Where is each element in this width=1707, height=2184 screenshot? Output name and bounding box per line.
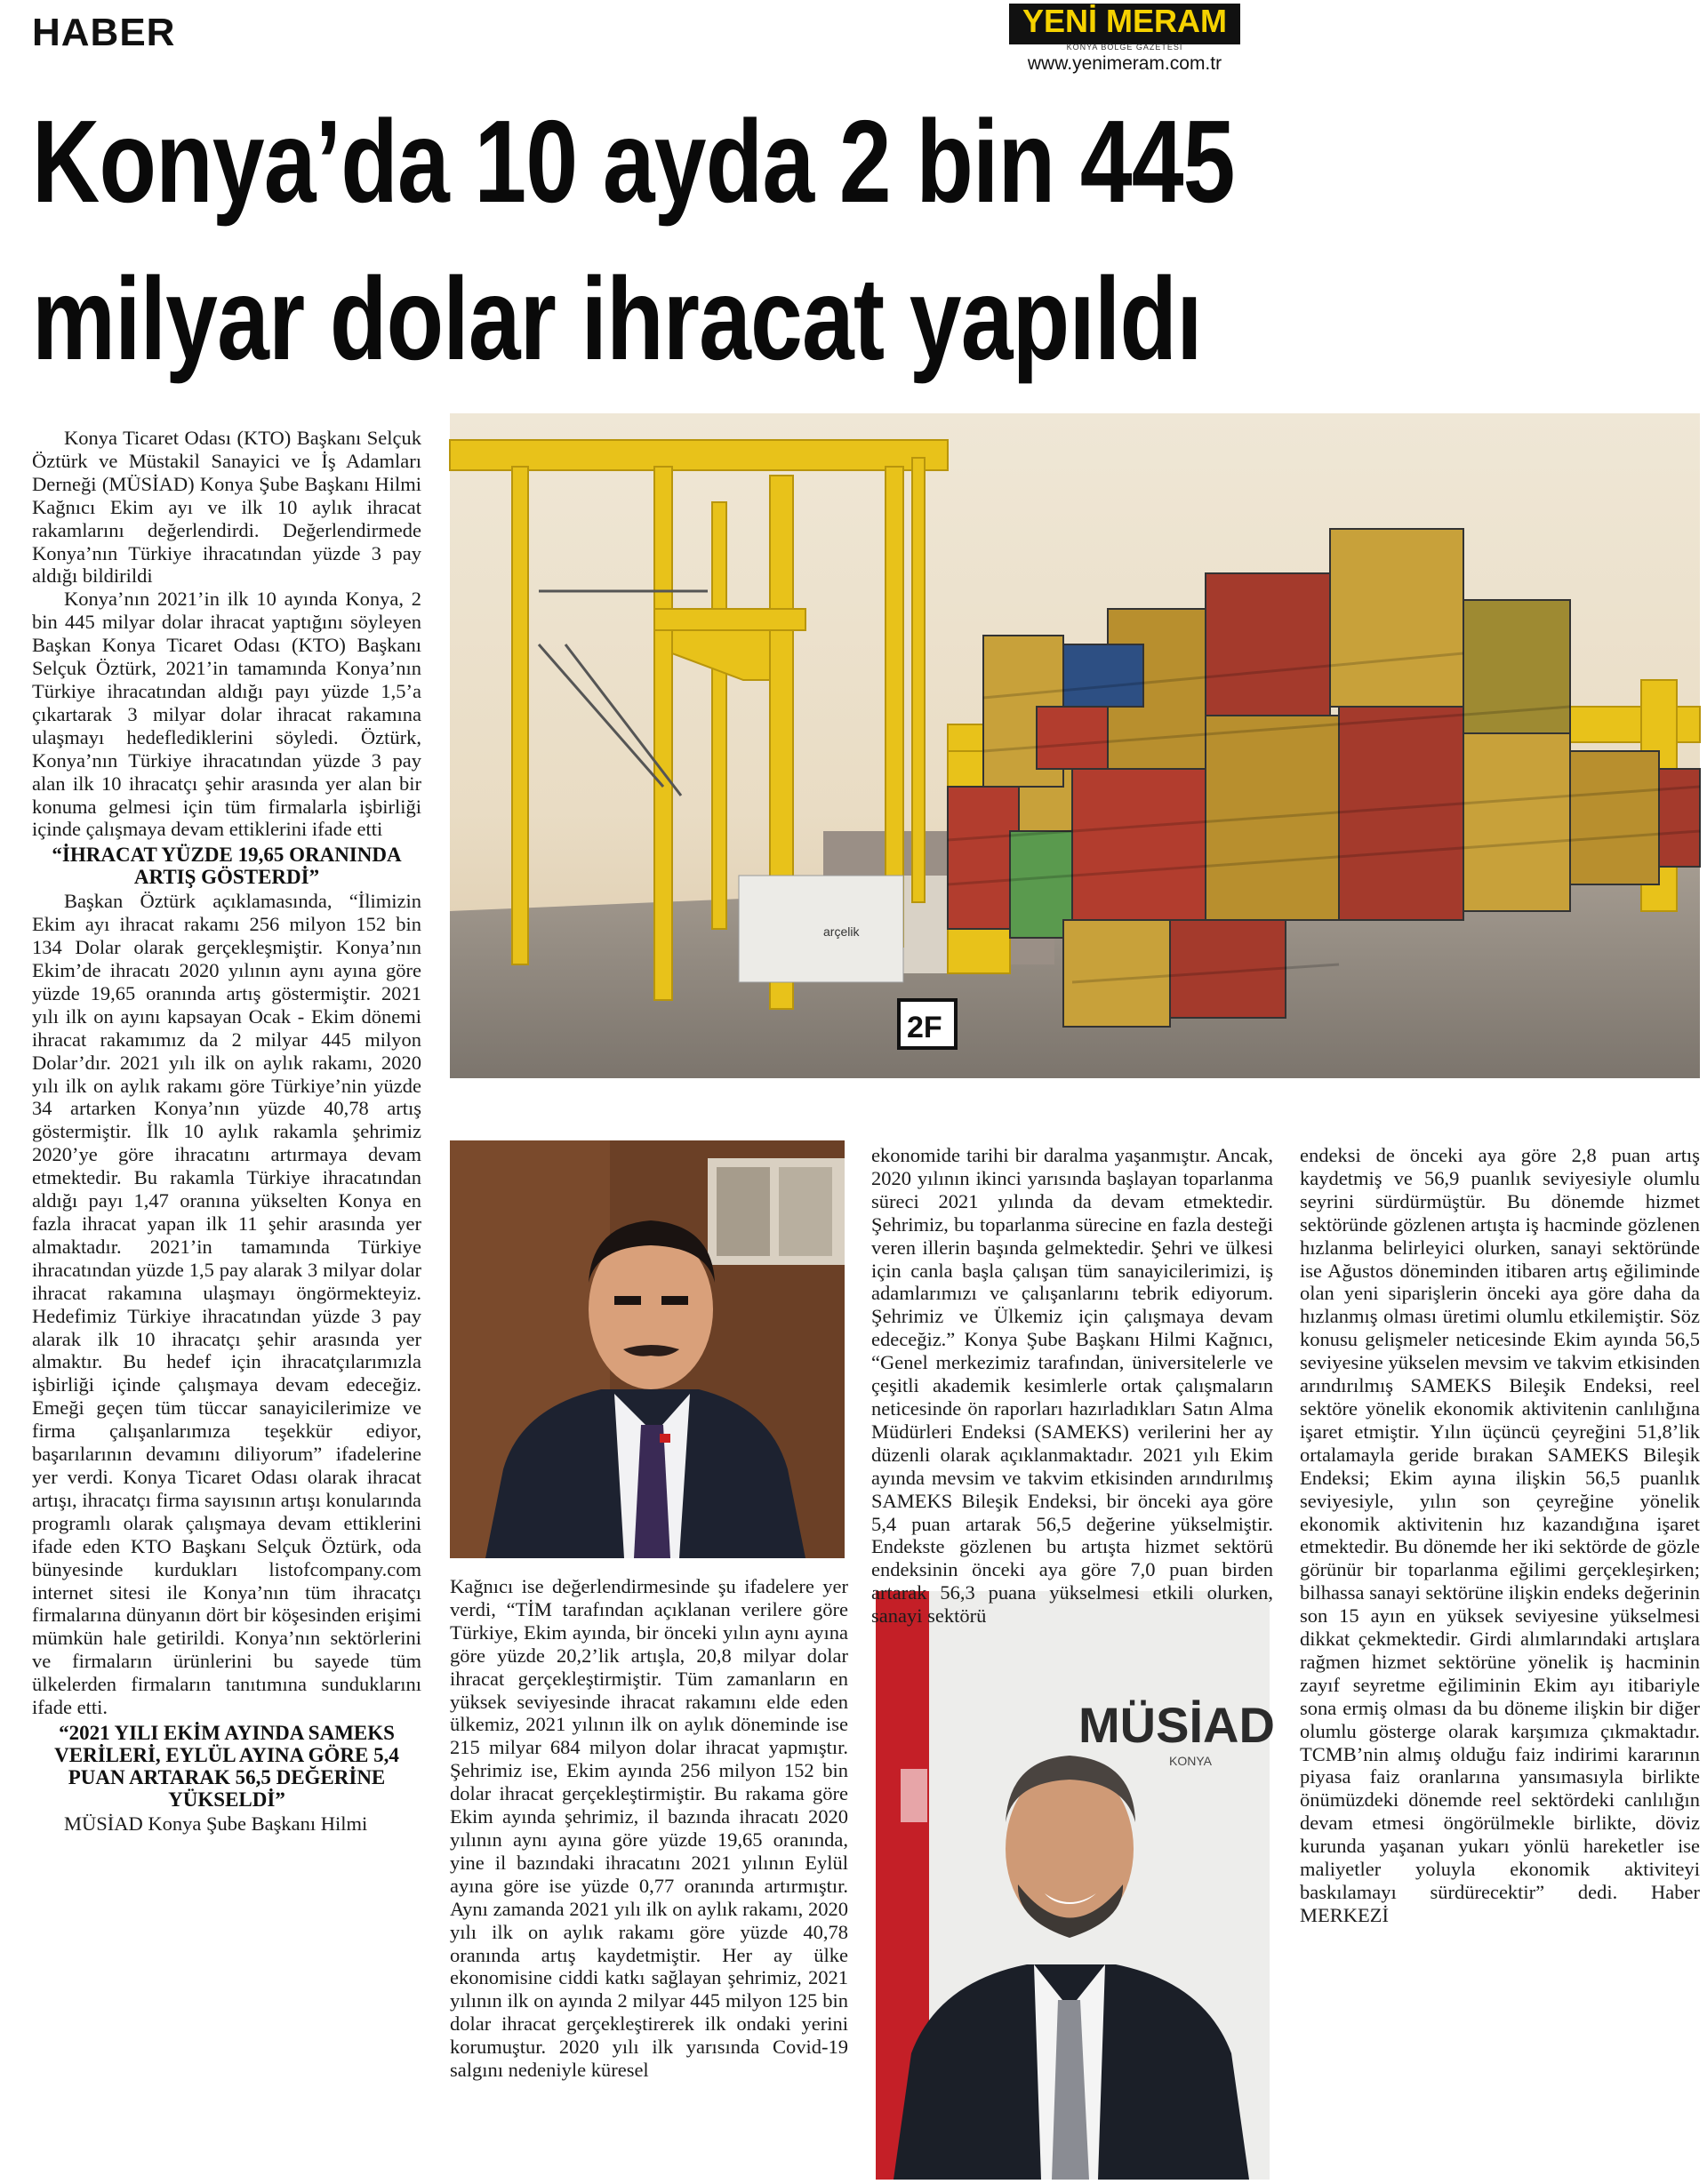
- article-column-2-text: Kağnıcı ise değerlendirmesinde şu ifadelere yer verdi, “TİM tarafından açıklanan verilere göre Türkiye, Ekim ayında, bir önceki yılın aynı ayına göre yüzde 20,2’lik artışla, 20,8 milyar dolar ihracat gerçekleştirmiştir. Tüm zamanların en yüksek seviyesinde ihracat rakamını elde eden ülkemiz, 2021 yılının ilk on aylık döneminde ise 215 milyar 684 milyon dolar ihracat yapmıştır. Şehrimiz ise, Ekim ayında 256 milyon 152 bin dolar ihracat gerçekleştirmiştir. Bu rakama göre Ekim ayında şehrimiz, il bazında ihracatı 2020 yılının aynı ayına göre yüzde 19,65 oranında, yine il bazındaki ihracatını 2021 yılının Eylül ayına göre ise yüzde 0,77 oranında artırmıştır. Aynı zamanda 2021 yılı ilk on aylık rakamı, 2020 yılı ilk on aylık rakamı göre yüzde 40,78 oranında artış kaydetmiştir. Her ay ülke ekonomisine ciddi katkı sağlayan şehrimiz, 2021 yılının ilk on ayında 2 milyar 445 milyon 125 bin dolar ihracat gerçekleştirerek ilk ondaki yerini korumuştur. 2020 yılı ilk yarısında Covid-19 salgını nedeniyle küresel: [450, 1575, 848, 2082]
- container-label: arçelik: [823, 924, 860, 939]
- subheading-export-growth: “İHRACAT YÜZDE 19,65 ORANINDA ARTIŞ GÖSTERDİ”: [52, 844, 402, 889]
- musiad-logo-sub: KONYA: [1169, 1754, 1212, 1768]
- website-link[interactable]: www.yenimeram.com.tr: [1027, 53, 1222, 74]
- musiad-logo: MÜSİAD: [1078, 1697, 1275, 1753]
- subheading-sameks: “2021 YILI EKİM AYINDA SAMEKS VERİLERİ, EYLÜL AYINA GÖRE 5,4 PUAN ARTARAK 56,5 DEĞERİNE YÜKSELDİ”: [54, 1721, 399, 1811]
- kto-president-photo: [450, 1140, 845, 1558]
- headline-line-2: milyar dolar ihracat yapıldı: [32, 253, 1202, 384]
- port-sign: 2F: [907, 1011, 942, 1044]
- article-paragraph-2: Başkan Öztürk açıklamasında, “İlimizin Ekim ayı ihracat rakamı 256 milyon 152 bin 134 Dolar olarak gerçekleşmiştir. Konya’nın Ekim’de ihracatı 2020 yılının aynı ayına göre yüzde 19,65 oranında artış göstermiştir. 2021 yılı ilk on ayını kapsayan Ocak - Ekim dönemi ihracat rakamımız da 2 milyar 445 milyon Dolar’dır. 2021 yılı ilk on aylık rakamı, 2020 yılı ilk on aylık rakamı göre Türkiye’nin yüzde 34 artarken Konya’nın yüzde 40,78 artış göstermiştir. İlk 10 aylık rakamla şehrimiz 2020’ye göre ihracatını artırmaya devam etmektedir. Bu rakamla Türkiye ihracatından aldığı payı 1,47 oranına yükselten Konya en fazla ihracat yapan ilk 11 şehir arasında yer almaktadır. 2021’in tamamında Türkiye ihracatından yüzde 1,5 pay alarak 3 milyar dolar ihracat rakamına ulaşmayı öngörmekteyiz. Hedefimiz Türkiye ihracatından yüzde 3 pay alarak ilk 10 ihracatçı şehir arasında yer almaktır. Bu hedef için ihracatçılarımızla işbirliği içinde çalışmaya devam edeceğiz. Emeği geçen tüm tüccar sanayicilerimize ve firma çalışanlarımıza teşekkür ediyor, başarılarının devamını diliyorum” ifadelerine yer verdi. Konya Ticaret Odası olarak ihracat artışı, ihracatçı firma sayısının artışı konularında programlı olarak çalışmaya devam ettiklerini ifade eden KTO Başkanı Selçuk Öztürk, oda bünyesinde kurdukları listofcompany.com internet sitesi ile Konya’nın tüm ihracatçı firmalarına dünyanın dört bir köşesinden erişimi mümkün hale getirildi. Konya’nın sektörlerini ve firmaların ürünlerini bu sayede tüm ülkelerden firmaların tanıtımına sunduklarını ifade etti.: [32, 890, 421, 1719]
- article-column-3: [871, 1144, 1273, 1628]
- article-column-4: [1300, 1144, 1700, 2180]
- section-label: HABER: [32, 11, 176, 54]
- newspaper-logo[interactable]: YENİ MERAM: [1009, 4, 1240, 44]
- article-column-1: [32, 427, 421, 2173]
- musiad-president-photo: [876, 1591, 1275, 2180]
- article-column-4-text: endeksi de önceki aya göre 2,8 puan artış kaydetmiş ve 56,9 puanlık seviyesiyle olumlu seyrini sürdürmüştür. Bu dönemde hizmet sektöründe gözlenen artışta iş hacminde gözlenen hızlanma belirleyici olurken, sanayi sektöründe ise Ağustos döneminden itibaren artış eğiliminde olan yeni siparişlerin önceki aya göre daha da hızlanmış olması üretimi olumlu etkilemiştir. Söz konusu gelişmeler neticesinde Ekim ayında 56,5 seviyesine yükselen mevsim ve takvim etkisinden arındırılmış SAMEKS Bileşik Endeksi, reel sektöre yönelik ekonomik aktivitenin canlılığına işaret etmiştir. Yılın üçüncü çeyreğini 51,8’lik ortalamayla geride bırakan SAMEKS Bileşik Endeksi; Ekim ayına ilişkin 56,5 puanlık seviyesiyle, yılın son çeyreğine yönelik ekonomik aktivitenin hız kazandığına işaret etmektedir. Bu dönemde her iki sektörde de gözle görünür bir toparlanma eğilimi gerçekleşirken; bilhassa sanayi sektörüne ilişkin endeks değerinin son 15 ayın en yüksek seviyesine yükselmesi dikkat çekmektedir. Girdi alımlarındaki artışlara rağmen hizmet sektörüne yönelik iş hacminin zayıf seyretme eğiliminin Ekim ayı itibariyle sona ermiş olması da bu döneme ilişkin bir diğer olumlu gösterge olarak karşımıza çıkmaktadır. TCMB’nin almış olduğu faiz indirimi kararının piyasa faiz oranlarına yansımasıyla birlikte önümüzdeki dönemde reel sektördeki canlılığın devam etmesi öngörülmekle birlikte, döviz kurunda yaşanan yukarı yönlü hareketler ise maliyetler yoluyla ekonomik aktiviteyi baskılamayı sürdürecektir” dedi. Haber MERKEZİ: [1300, 1144, 1700, 1926]
- article-paragraph-1: Konya’nın 2021’in ilk 10 ayında Konya, 2 bin 445 milyar dolar ihracat yaptığını söyleyen Başkan Konya Ticaret Odası (KTO) Başkanı Selçuk Öztürk, 2021’in tamamında Konya’nın Türkiye ihracatından aldığı payı yüzde 1,5’a çıkartarak 3 milyar dolar ihracat rakamına ulaşmayı hedeflediklerini söyledi. Öztürk, Konya’nın Türkiye ihracatından yüzde 3 pay alan ilk 10 ihracatçı şehir arasında yer alan bir konuma gelmesi için tüm firmalarla işbirliği içinde çalışmaya devam ettiklerini ifade etti: [32, 588, 421, 841]
- article-column-3-text: ekonomide tarihi bir daralma yaşanmıştır. Ancak, 2020 yılının ikinci yarısında başlayan toparlanma süreci 2021 yılında da devam etmektedir. Şehrimiz, bu toparlanma sürecine en fazla desteği veren illerin başında gelmektedir. Şehri ve ülkesi için canla başla çalışan tüm sanayicilerimizi, iş adamlarımızı ve çalışanlarını tebrik ediyorum. Şehrimiz ve Ülkemiz için çalışmaya devam edeceğiz.” Konya Şube Başkanı Hilmi Kağnıcı, “Genel merkezimiz tarafından, üniversitelerle ve çeşitli akademik kesimlerle ortak çalışmaların neticesinde ön raporları hazırladıkları Satın Alma Müdürleri Endeksi (SAMEKS) verilerini her ay düzenli olarak açıklanmaktadır. 2021 yılı Ekim ayında mevsim ve takvim etkisinden arındırılmış SAMEKS Bileşik Endeksi, bir önceki aya göre 5,4 puan artarak 56,5 değerine yükselmiştir. Endekste gözlenen bu artışta hizmet sektörü endeksinin önceki aya göre 7,0 puan birden artarak 56,3 puana yükselmesi etkili olurken, sanayi sektörü: [871, 1144, 1273, 1628]
- headline-line-1: Konya’da 10 ayda 2 bin 445: [32, 96, 1235, 227]
- article-lead: Konya Ticaret Odası (KTO) Başkanı Selçuk Öztürk ve Müstakil Sanayici ve İş Adamları Derneği (MÜSİAD) Konya Şube Başkanı Hilmi Kağnıcı Ekim ayı ve ilk 10 aylık ihracat rakamlarını değerlendirdi. Değerlendirmede Konya’nın Türkiye ihracatından yüzde 3 pay aldığı bildirildi: [32, 427, 421, 588]
- article-column-2: [450, 1575, 848, 2180]
- logo-subtitle: KONYA BÖLGE GAZETESİ: [1066, 43, 1183, 52]
- port-container-photo: [450, 413, 1700, 1078]
- article-paragraph-3-start: MÜSİAD Konya Şube Başkanı Hilmi: [64, 1812, 368, 1835]
